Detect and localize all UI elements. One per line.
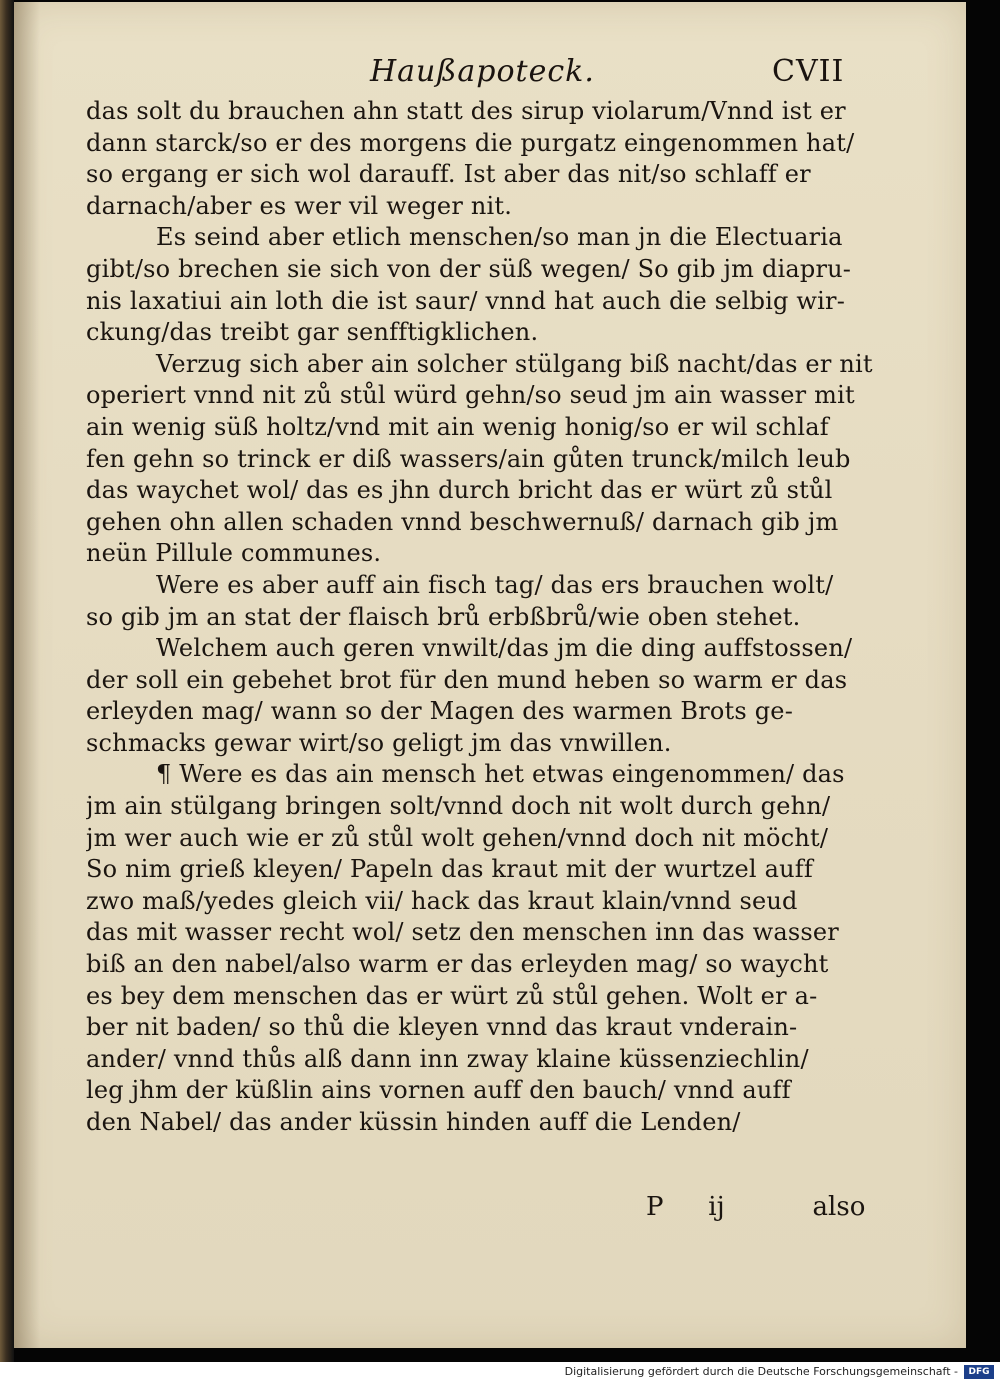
book-page	[14, 2, 966, 1348]
folio-number: CVII	[772, 54, 845, 89]
text-line: dann starck/so er des morgens die purgatz eingenommen hat/	[86, 128, 855, 157]
text-line: nis laxatiui ain loth die ist saur/ vnnd hat auch die selbig wir-	[86, 286, 846, 315]
body-text	[86, 96, 906, 1139]
text-line: Welchem auch geren vnwilt/das jm die ding auffstossen/	[156, 634, 853, 663]
running-title: Haußapoteck.	[370, 54, 595, 89]
text-line: So nim grieß kleyen/ Papeln das kraut mit der wurtzel auff	[86, 855, 813, 884]
text-line: fen gehn so trinck er diß wassers/ain gůten trunck/milch leub	[86, 444, 851, 473]
text-line: Were es aber auff ain fisch tag/ das ers brauchen wolt/	[156, 570, 834, 599]
text-line: darnach/aber es wer vil weger nit.	[86, 191, 513, 220]
text-line: das waychet wol/ das es jhn durch bricht das er würt zů stůl	[86, 476, 833, 505]
text-line: neün Pillule communes.	[86, 539, 382, 568]
text-line: das mit wasser recht wol/ setz den menschen inn das wasser	[86, 918, 839, 947]
text-line: erleyden mag/ wann so der Magen des warmen Brots ge-	[86, 697, 794, 726]
text-line: schmacks gewar wirt/so geligt jm das vnwillen.	[86, 728, 672, 757]
text-line: es bey dem menschen das er würt zů stůl gehen. Wolt er a-	[86, 981, 818, 1010]
signature-mark: P	[646, 1192, 664, 1222]
dfg-logo-icon: DFG	[964, 1365, 994, 1379]
text-line: jm wer auch wie er zů stůl wolt gehen/vnnd doch nit möcht/	[86, 823, 829, 852]
text-line: gehen ohn allen schaden vnnd beschwernuß/ darnach gib jm	[86, 507, 839, 536]
text-line: Verzug sich aber ain solcher stülgang biß nacht/das er nit	[156, 349, 873, 378]
text-line: zwo maß/yedes gleich vii/ hack das kraut klain/vnnd seud	[86, 886, 798, 915]
signature-number: ij	[708, 1192, 725, 1222]
text-line: der soll ein gebehet brot für den mund heben so warm er das	[86, 665, 848, 694]
text-line: das solt du brauchen ahn statt des sirup violarum/Vnnd ist er	[86, 97, 846, 125]
text-line: ander/ vnnd thůs alß dann inn zway klaine küssenziechlin/	[86, 1044, 809, 1073]
gutter-shadow	[14, 2, 40, 1348]
text-line: jm ain stülgang bringen solt/vnnd doch nit wolt durch gehn/	[86, 792, 831, 821]
text-line: biß an den nabel/also warm er das erleyden mag/ so waycht	[86, 950, 829, 979]
text-line: gibt/so brechen sie sich von der süß wegen/ So gib jm diapru-	[86, 254, 852, 283]
text-line: den Nabel/ das ander küssin hinden auff die Lenden/	[86, 1108, 741, 1136]
text-line: operiert vnnd nit zů stůl würd gehn/so seud jm ain wasser mit	[86, 381, 855, 410]
book-edge	[0, 0, 14, 1362]
text-line: ber nit baden/ so thů die kleyen vnnd das kraut vnderain-	[86, 1013, 798, 1042]
text-line: so ergang er sich wol darauff. Ist aber das nit/so schlaff er	[86, 160, 811, 189]
signature-row	[646, 1192, 865, 1222]
funding-credit: Digitalisierung gefördert durch die Deutsche Forschungsgemeinschaft -	[564, 1365, 958, 1378]
text-line: leg jhm der küßlin ains vornen auff den bauch/ vnnd auff	[86, 1076, 791, 1105]
text-line: ckung/das treibt gar senfftigklichen.	[86, 318, 539, 347]
text-line: ain wenig süß holtz/vnd mit ain wenig honig/so er wil schlaf	[86, 412, 829, 441]
catchword: also	[812, 1192, 866, 1222]
text-line: ¶ Were es das ain mensch het etwas eingenommen/ das	[156, 760, 845, 789]
text-line: Es seind aber etlich menschen/so man jn die Electuaria	[156, 223, 843, 252]
footer-bar	[0, 1362, 1000, 1383]
text-line: so gib jm an stat der flaisch brů erbßbrů/wie oben stehet.	[86, 602, 801, 631]
